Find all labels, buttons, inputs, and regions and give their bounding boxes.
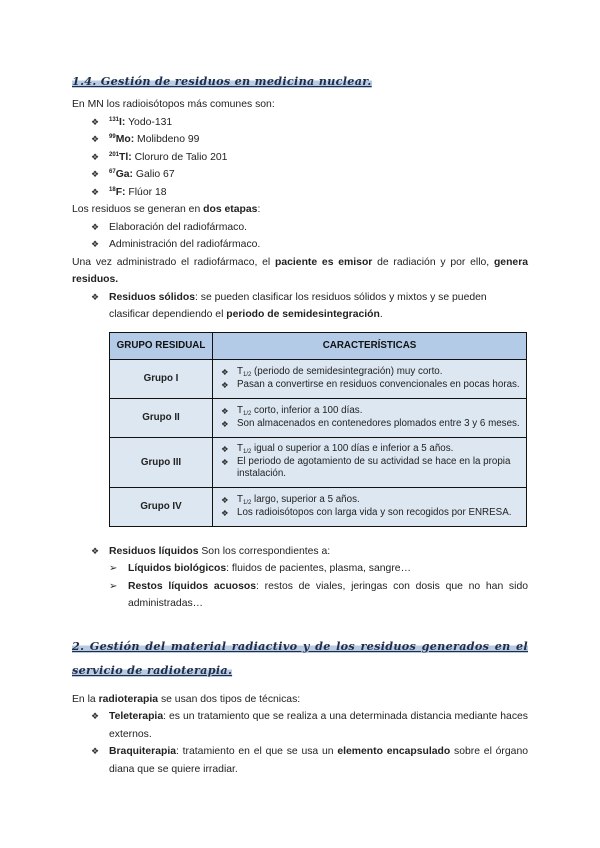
group-cell: Grupo II	[110, 398, 213, 437]
list-item: ❖ Teleterapia: es un tratamiento que se realiza a una determinada distancia mediante haces externos.	[72, 708, 528, 743]
group-cell: Grupo III	[110, 437, 213, 487]
characteristics-cell	[213, 359, 527, 398]
characteristics-cell	[213, 437, 527, 487]
list-item: ❖ $^{18}$F: Flúor 18	[72, 184, 528, 202]
group-cell: Grupo I	[110, 359, 213, 398]
waste-groups-table-wrapper	[109, 332, 527, 527]
section-heading-radiotherapy	[72, 635, 528, 683]
column-header: CARACTERÍSTICAS	[213, 332, 527, 359]
list-item: ❖ Braquiterapia: tratamiento en el que se usa un elemento encapsulado sobre el órgano diana que se quiere irradiar.	[72, 743, 528, 778]
list-item: ❖ Elaboración del radiofármaco.	[72, 219, 528, 237]
emitter-paragraph: Una vez administrado el radiofármaco, el paciente es emisor de radiación y por ello, genera residuos.	[72, 256, 529, 285]
table-row	[110, 487, 527, 526]
techniques-list	[72, 708, 528, 778]
section-heading-nuclear-medicine	[72, 74, 528, 88]
list-item: ❖ $^{67}$Ga: Galio 67	[72, 166, 528, 184]
characteristics-cell	[213, 398, 527, 437]
list-item: ❖ $^{131}$I: Yodo-131	[72, 114, 528, 132]
group-cell: Grupo IV	[110, 487, 213, 526]
list-item: ❖ El periodo de agotamiento de su actividad se hace en la propia instalación.	[219, 456, 520, 481]
list-item: ❖ $T_{1/2}$ largo, superior a 5 años.	[219, 494, 520, 507]
table-row	[110, 437, 527, 487]
list-item: ➢ Líquidos biológicos: fluidos de pacientes, plasma, sangre…	[72, 560, 528, 578]
isotope-list	[72, 114, 528, 202]
table-header-row	[110, 332, 527, 359]
solid-waste-list	[72, 289, 528, 324]
list-item: ❖ $^{201}$Tl: Cloruro de Talio 201	[72, 149, 528, 167]
liquid-subitems	[72, 560, 528, 613]
section-title: 2. Gestión del material radiactivo y de los residuos generados en el servicio de radioterapia.	[72, 638, 528, 677]
waste-groups-table	[109, 332, 527, 527]
intro-paragraph: En MN los radioisótopos más comunes son:	[72, 99, 275, 110]
list-item: ❖ $T_{1/2}$ corto, inferior a 100 días.	[219, 405, 520, 418]
list-item: ❖ Pasan a convertirse en residuos convencionales en pocas horas.	[219, 379, 520, 392]
radiotherapy-intro: En la radioterapia se usan dos tipos de técnicas:	[72, 693, 301, 705]
list-item: ❖ Administración del radiofármaco.	[72, 236, 528, 254]
document-page	[72, 74, 528, 778]
table-row	[110, 398, 527, 437]
section-title: 1.4. Gestión de residuos en medicina nuclear.	[72, 74, 372, 88]
table-row	[110, 359, 527, 398]
list-item: ❖ $T_{1/2}$ (periodo de semidesintegración) muy corto.	[219, 366, 520, 379]
list-item: ❖ $^{99}$Mo: Molibdeno 99	[72, 131, 528, 149]
stages-list	[72, 219, 528, 254]
list-item: ❖ Residuos líquidos Son los correspondientes a: ➢ Líquidos biológicos: fluidos de pacientes, plasma, sangre… ➢ Restos líquidos acuosos: restos de viales, jeringas con dosis que no han sido administradas…	[72, 543, 528, 613]
column-header: GRUPO RESIDUAL	[110, 332, 213, 359]
liquid-waste-list	[72, 543, 528, 613]
list-item: ❖ Residuos sólidos: se pueden clasificar los residuos sólidos y mixtos y se pueden clasificar dependiendo el periodo de semidesintegración.	[72, 289, 528, 324]
characteristics-cell	[213, 487, 527, 526]
stages-paragraph: Los residuos se generan en dos etapas:	[72, 204, 261, 215]
list-item: ❖ Son almacenados en contenedores plomados entre 3 y 6 meses.	[219, 418, 520, 431]
list-item: ❖ Los radioisótopos con larga vida y son recogidos por ENRESA.	[219, 507, 520, 520]
list-item: ➢ Restos líquidos acuosos: restos de viales, jeringas con dosis que no han sido administradas…	[72, 578, 528, 613]
list-item: ❖ $T_{1/2}$ igual o superior a 100 días e inferior a 5 años.	[219, 443, 520, 456]
